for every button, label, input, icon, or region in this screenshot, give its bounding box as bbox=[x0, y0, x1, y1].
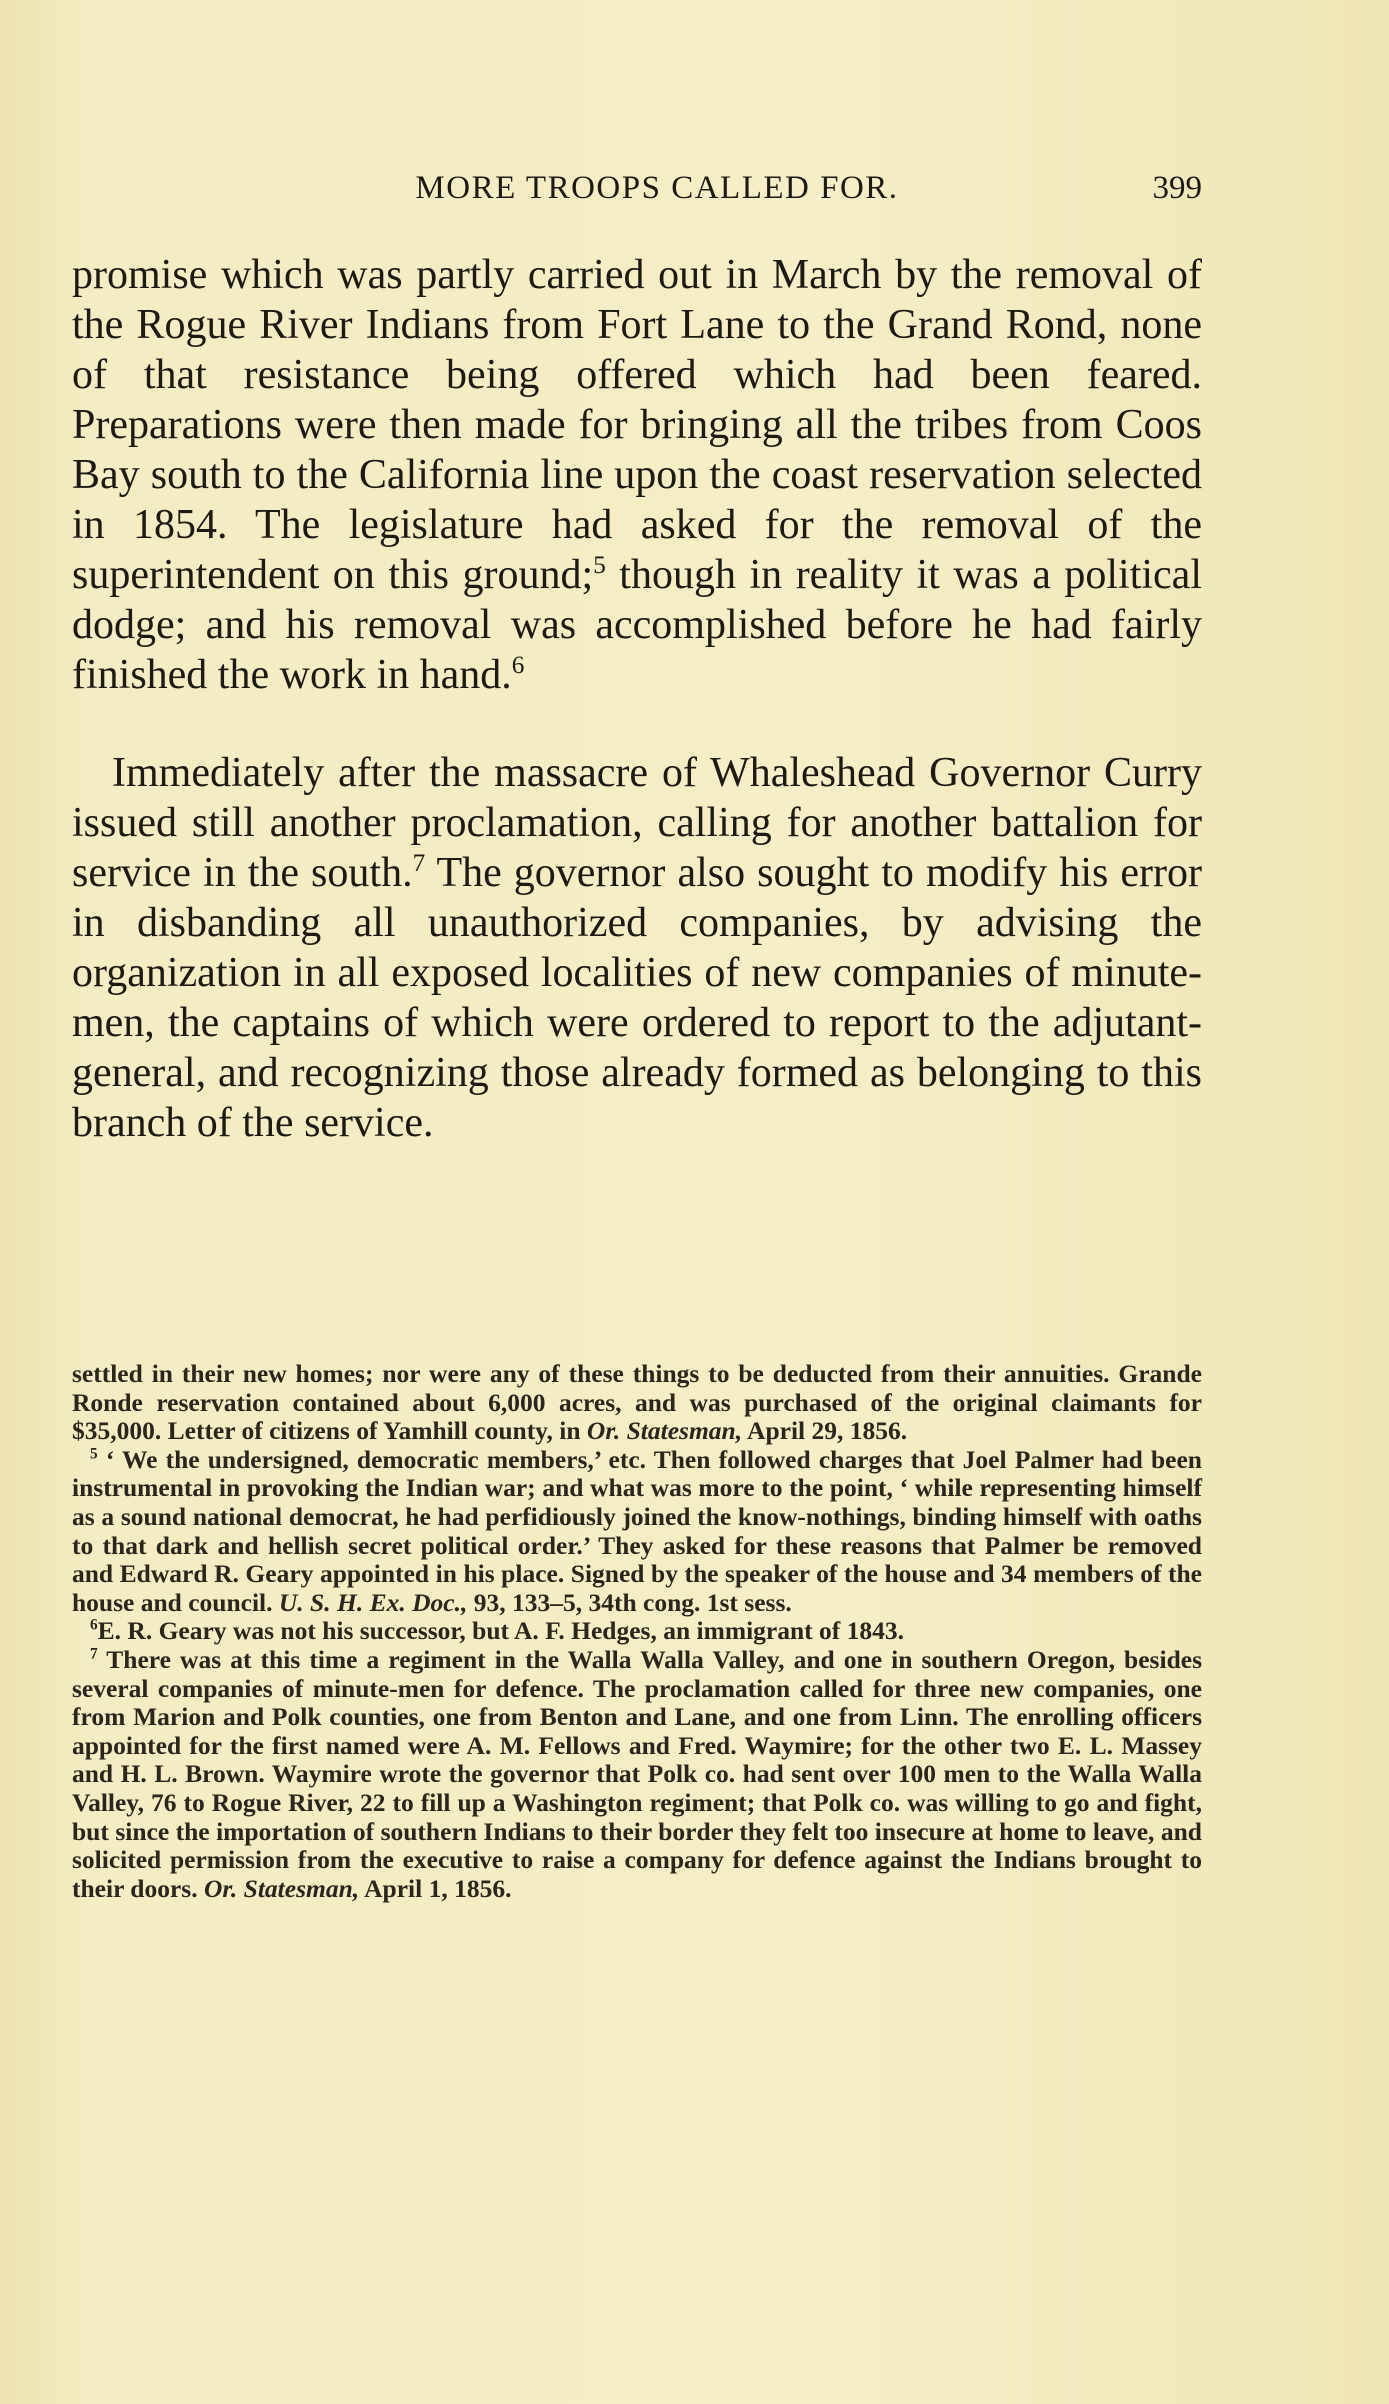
footnote-5-source: U. S. H. Ex. Doc., bbox=[278, 1587, 468, 1617]
main-text bbox=[72, 250, 1202, 1148]
paragraph-2-text-a: Immediately after the massacre of Whaleshead Governor Curry issued still another proclamation, calling for another battalion for service in the south. bbox=[72, 750, 1202, 896]
footnotes bbox=[72, 1360, 1202, 1903]
footnote-6-mark: 6 bbox=[90, 1616, 98, 1634]
footnote-7-text-b: April 1, 1856. bbox=[359, 1873, 512, 1903]
footnote-ref-7: 7 bbox=[412, 850, 426, 877]
paragraph-2 bbox=[72, 748, 1202, 1148]
footnote-6-text: E. R. Geary was not his successor, but A. F. Hedges, an immigrant of 1843. bbox=[97, 1616, 905, 1646]
running-head-title: MORE TROOPS CALLED FOR. bbox=[415, 170, 899, 206]
footnote-ref-5: 5 bbox=[593, 552, 606, 579]
footnote-7-text-a: There was at this time a regiment in the Walla Walla Valley, and one in southern Oregon, besides several companies of minute-men for defence. The proclamation called for three new companies, one from Marion and Polk counties, one from Benton and Lane, and one from Linn. The enrolling officers appointed for the first named were A. M. Fellows and Fred. Waymire; for the other two E. L. Massey and H. L. Brown. Waymire wrote the governor that Polk co. had sent over 100 men to the Walla Walla Valley, 76 to Rogue River, 22 to fill up a Washington regiment; that Polk co. was willing to go and fight, but since the importation of southern Indians to their border they felt too insecure at home to leave, and solicited permission from the executive to raise a company for defence against the Indians brought to their doors. bbox=[72, 1644, 1202, 1903]
paragraph-2-text-b: The governor also sought to modify his error in disbanding all unauthorized companies, by advising the organization in all exposed localities of new companies of minute-men, the captains of which were ordered to report to the adjutant-general, and recognizing those already formed as belonging to this branch of the service. bbox=[72, 850, 1202, 1146]
page-number: 399 bbox=[1152, 170, 1202, 206]
running-head bbox=[72, 170, 1202, 214]
footnote-6 bbox=[72, 1617, 1202, 1646]
footnote-continued-source: Or. Statesman, bbox=[586, 1416, 743, 1446]
footnote-5-mark: 5 bbox=[90, 1445, 98, 1463]
footnote-5 bbox=[72, 1446, 1202, 1618]
paragraph-1-text-b: though in reality it was a political dodge; and his removal was accomplished before he had fairly finished the work in hand. bbox=[72, 552, 1202, 698]
footnote-7-source: Or. Statesman, bbox=[203, 1873, 360, 1903]
paragraph-1 bbox=[72, 250, 1202, 700]
footnote-5-text-a: ‘ We the undersigned, democratic members,’ etc. Then followed charges that Joel Palmer had been instrumental in provoking the Indian war; and what was more to the point, ‘ while representing himself as a sound national democrat, he had perfidiously joined the know-nothings, binding himself with oaths to that dark and hellish secret political order.’ They asked for these reasons that Palmer be removed and Edward R. Geary appointed in his place. Signed by the speaker of the house and 34 members of the house and council. bbox=[72, 1444, 1202, 1617]
footnote-continued-text-a: settled in their new homes; nor were any of these things to be deducted from their annuities. Grande Ronde reservation contained about 6,000 acres, and was purchased of the original claimants for $35,000. Letter of citizens of Yamhill county, in bbox=[72, 1359, 1202, 1446]
footnote-7 bbox=[72, 1646, 1202, 1903]
footnote-continued-text-b: April 29, 1856. bbox=[742, 1416, 908, 1446]
paragraph-1-text-a: promise which was partly carried out in March by the removal of the Rogue River Indians from Fort Lane to the Grand Rond, none of that resistance being offered which had been feared. Preparations were then made for bringing all the tribes from Coos Bay south to the California line upon the coast reservation selected in 1854. The legislature had asked for the removal of the superintendent on this ground; bbox=[72, 252, 1202, 598]
footnote-5-text-b: 93, 133–5, 34th cong. 1st sess. bbox=[467, 1587, 792, 1617]
footnote-7-mark: 7 bbox=[90, 1645, 98, 1663]
footnote-ref-6: 6 bbox=[511, 652, 525, 679]
footnote-continued bbox=[72, 1360, 1202, 1446]
